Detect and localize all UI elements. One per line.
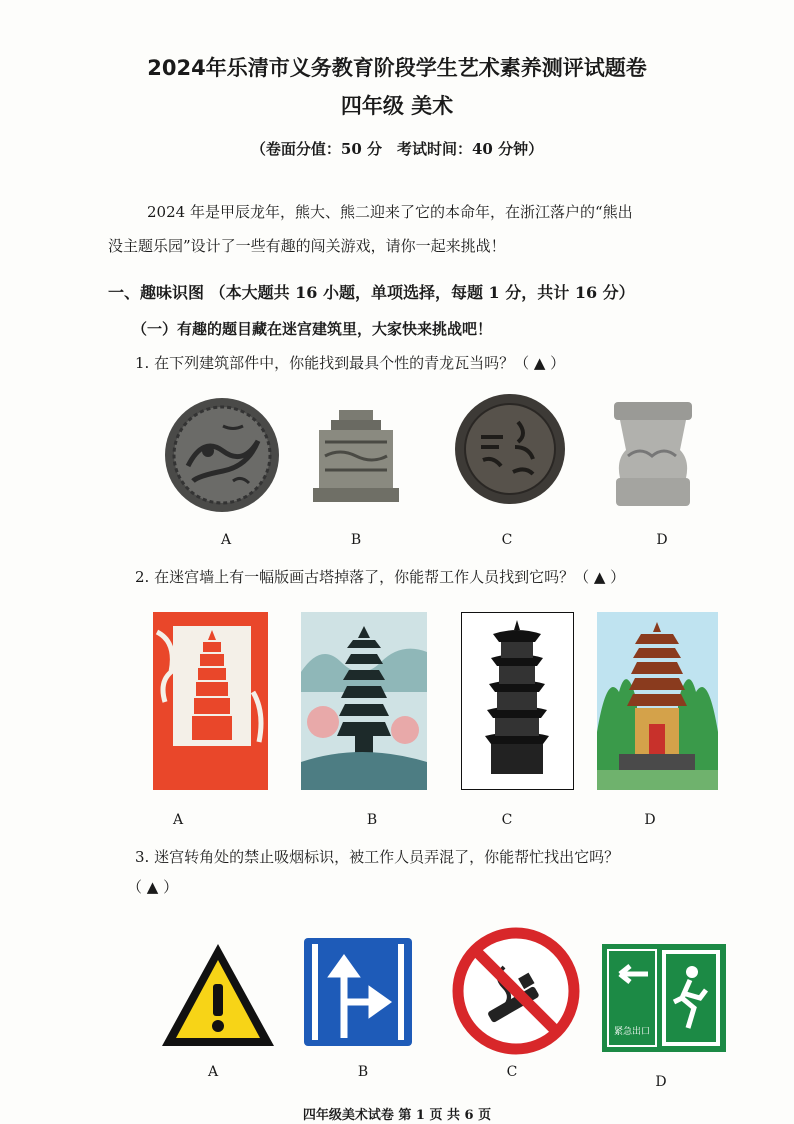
q3-option-a[interactable]: A [207, 1064, 219, 1080]
q3-option-b[interactable]: B [357, 1064, 369, 1080]
q1-option-d[interactable]: D [656, 532, 668, 548]
page-subtitle: 四年级 美术 [340, 94, 454, 118]
exit-sign-image [602, 944, 726, 1052]
q2-option-c[interactable]: C [501, 812, 513, 828]
q1-option-a[interactable]: A [220, 532, 232, 548]
ink-pagoda-image [461, 612, 574, 790]
warning-sign-image [158, 940, 278, 1052]
woodcut-pagoda-image [301, 612, 427, 790]
subsection-title: （一）有趣的题目藏在迷宫建筑里，大家快来挑战吧！ [132, 320, 493, 338]
question-3-text: 3. 迷宫转角处的禁止吸烟标识，被工作人员弄混了，你能帮忙找出它吗？ [135, 848, 620, 866]
intro-line-1: 2024 年是甲辰龙年，熊大、熊二迎来了它的本命年，在浙江落户的“熊出 [147, 203, 633, 221]
q3-option-c[interactable]: C [506, 1064, 518, 1080]
page-footer: 四年级美术试卷 第 1 页 共 6 页 [302, 1108, 492, 1123]
question-3-answer-slot: （ ▲ ） [127, 878, 179, 896]
tile-dragon-image [163, 396, 281, 514]
papercut-pagoda-image [153, 612, 268, 790]
q1-option-c[interactable]: C [501, 532, 513, 548]
direction-sign-image [304, 938, 412, 1046]
q1-option-b[interactable]: B [350, 532, 362, 548]
exam-meta: （卷面分值：50 分 考试时间：40 分钟） [250, 140, 544, 158]
q2-option-b[interactable]: B [366, 812, 378, 828]
q2-option-d[interactable]: D [644, 812, 656, 828]
exit-sign-text: 紧急出口 [613, 1027, 651, 1037]
color-pagoda-image [597, 612, 718, 790]
no-smoking-sign-image [452, 927, 580, 1055]
question-1-text: 1. 在下列建筑部件中，你能找到最具个性的青龙瓦当吗？（ ▲ ） [135, 354, 566, 372]
intro-line-2: 没主题乐园”设计了一些有趣的闯关游戏，请你一起来挑战！ [108, 237, 506, 255]
q3-option-d[interactable]: D [655, 1074, 667, 1090]
q2-option-a[interactable]: A [172, 812, 184, 828]
section-title: 一、趣味识图 （本大题共 16 小题，单项选择，每题 1 分，共计 16 分） [108, 283, 635, 302]
page-title: 2024年乐清市义务教育阶段学生艺术素养测评试题卷 [147, 56, 647, 80]
stone-base-image [311, 408, 401, 504]
question-2-text: 2. 在迷宫墙上有一幅版画古塔掉落了，你能帮工作人员找到它吗？（ ▲ ） [135, 568, 626, 586]
tile-characters-image [453, 392, 567, 506]
column-base-image [608, 398, 698, 510]
